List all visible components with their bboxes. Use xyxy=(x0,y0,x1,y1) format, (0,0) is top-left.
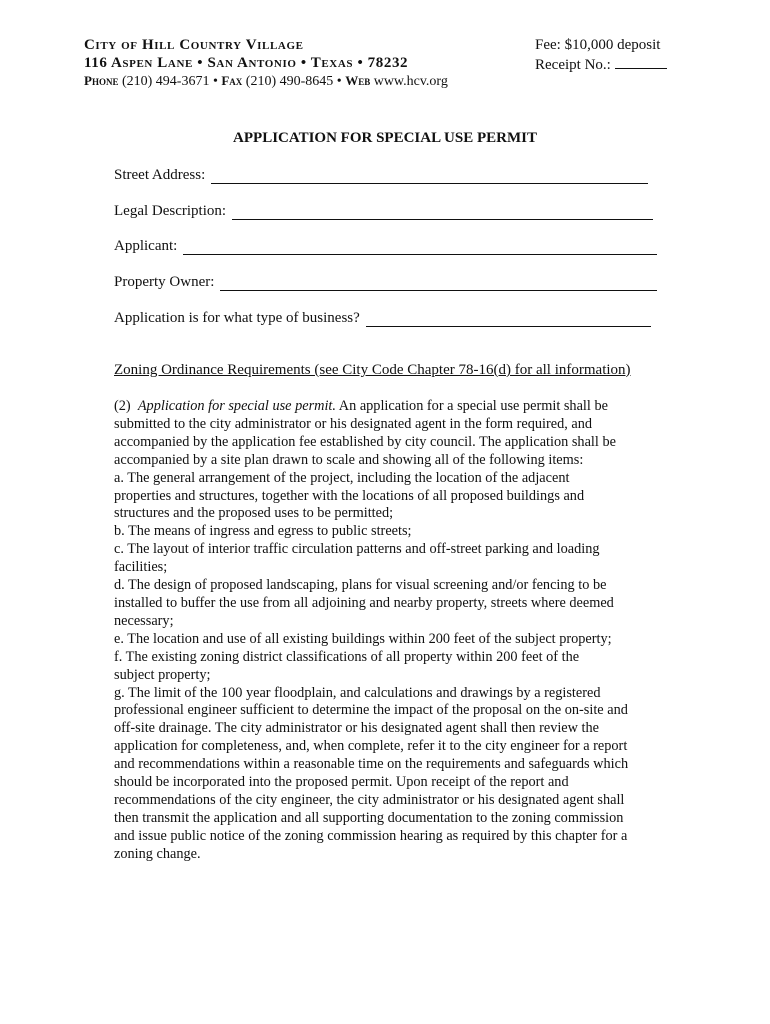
text-line xyxy=(114,398,674,416)
text-line: recommendations of the city engineer, the city administrator or his designated agent shall xyxy=(114,791,625,808)
text-span: An application for a special use permit shall be xyxy=(335,398,608,414)
form-title: APPLICATION FOR SPECIAL USE PERMIT xyxy=(233,130,537,146)
letterhead xyxy=(84,36,448,91)
business-type-blank[interactable] xyxy=(366,312,651,327)
text-line: a. The general arrangement of the project, including the location of the adjacent xyxy=(114,469,570,486)
text-line: structures and the proposed uses to be permitted; xyxy=(114,505,394,522)
contact-line xyxy=(84,72,448,91)
city-name: City of Hill Country Village xyxy=(84,37,304,53)
legal-description-row xyxy=(114,202,653,220)
receipt-row xyxy=(535,55,667,75)
fee-box xyxy=(535,36,667,75)
text-line: then transmit the application and all supporting documentation to the zoning commission xyxy=(114,809,624,826)
applicant-blank[interactable] xyxy=(183,240,657,255)
text-line: application for completeness, and, when complete, refer it to the city engineer for a report xyxy=(114,738,628,755)
web-label: Web xyxy=(345,73,371,88)
street-address-label: Street Address: xyxy=(114,167,206,183)
text-line: professional engineer sufficient to determine the impact of the proposal on the on-site and xyxy=(114,702,628,719)
text-line: d. The design of proposed landscaping, plans for visual screening and/or fencing to be xyxy=(114,577,607,594)
text-line: properties and structures, together with the locations of all proposed buildings and xyxy=(114,487,585,504)
text-line: submitted to the city administrator or his designated agent in the form required, and xyxy=(114,415,593,432)
fax-number: (210) 490-8645 • xyxy=(245,74,342,89)
fee-deposit: Fee: $10,000 deposit xyxy=(535,37,661,53)
item-title: Application for special use permit. xyxy=(137,398,336,414)
text-line: subject property; xyxy=(114,666,211,683)
business-type-label: Application is for what type of business? xyxy=(114,310,360,326)
text-line: c. The layout of interior traffic circulation patterns and off-street parking and loading xyxy=(114,541,600,558)
street-address-row xyxy=(114,166,648,184)
phone-number: (210) 494-3671 • xyxy=(121,74,218,89)
text-line: off-site drainage. The city administrator or his designated agent shall then review the xyxy=(114,720,600,737)
street-address-blank[interactable] xyxy=(211,169,648,184)
text-line: b. The means of ingress and egress to public streets; xyxy=(114,523,412,540)
legal-description-label: Legal Description: xyxy=(114,203,227,219)
text-line: installed to buffer the use from all adjoining and nearby property, streets where deemed xyxy=(114,594,614,611)
ordinance-text xyxy=(114,398,674,864)
text-line: and issue public notice of the zoning commission hearing as required by this chapter for a xyxy=(114,827,628,844)
legal-description-blank[interactable] xyxy=(232,205,653,220)
city-address: 116 Aspen Lane • San Antonio • Texas • 78232 xyxy=(84,55,409,71)
section-heading: Zoning Ordinance Requirements (see City Code Chapter 78-16(d) for all information) xyxy=(114,362,631,378)
text-line: e. The location and use of all existing buildings within 200 feet of the subject property; xyxy=(114,630,612,647)
text-line: necessary; xyxy=(114,612,174,629)
text-line: g. The limit of the 100 year floodplain, and calculations and drawings by a registered xyxy=(114,684,601,701)
receipt-label: Receipt No.: xyxy=(535,57,611,73)
property-owner-blank[interactable] xyxy=(220,276,657,291)
text-line: zoning change. xyxy=(114,845,201,862)
property-owner-row xyxy=(114,273,657,291)
text-line: should be incorporated into the proposed permit. Upon receipt of the report and xyxy=(114,774,569,791)
text-line: and recommendations within a reasonable time on the requirements and safeguards which xyxy=(114,756,629,773)
phone-label: Phone xyxy=(84,73,119,88)
text-line: facilities; xyxy=(114,559,168,576)
applicant-label: Applicant: xyxy=(114,238,178,254)
text-line: accompanied by the application fee established by city council. The application shall be xyxy=(114,433,616,450)
receipt-number-blank[interactable] xyxy=(615,55,667,69)
text-line: f. The existing zoning district classifications of all property within 200 feet of the xyxy=(114,648,580,665)
item-number: (2) xyxy=(114,398,131,414)
property-owner-label: Property Owner: xyxy=(114,274,215,290)
fax-label: Fax xyxy=(221,73,243,88)
web-address: www.hcv.org xyxy=(373,74,448,89)
text-line: accompanied by a site plan drawn to scale and showing all of the following items: xyxy=(114,451,584,468)
applicant-row xyxy=(114,237,657,255)
business-type-row xyxy=(114,309,651,327)
